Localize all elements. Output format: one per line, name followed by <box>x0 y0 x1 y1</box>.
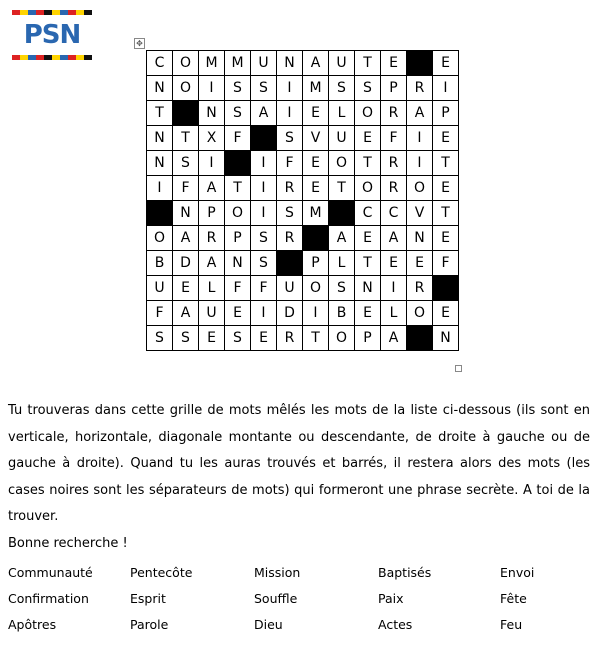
word-list-item: Actes <box>378 617 413 632</box>
grid-cell: F <box>225 126 251 151</box>
grid-cell: N <box>355 276 381 301</box>
word-list-item: Apôtres <box>8 617 57 632</box>
word-list-item: Communauté <box>8 565 93 580</box>
grid-cell: S <box>329 276 355 301</box>
grid-cell: N <box>225 251 251 276</box>
grid-cell: I <box>251 151 277 176</box>
word-list-item: Envoi <box>500 565 535 580</box>
grid-cell: T <box>433 151 459 176</box>
flag-icon <box>52 55 60 60</box>
grid-cell: I <box>277 101 303 126</box>
grid-cell: T <box>147 101 173 126</box>
grid-cell: O <box>303 276 329 301</box>
grid-cell: A <box>173 301 199 326</box>
grid-cell: E <box>303 101 329 126</box>
grid-cell: F <box>251 276 277 301</box>
grid-cell: P <box>199 201 225 226</box>
grid-cell: I <box>199 76 225 101</box>
flag-icon <box>12 10 20 15</box>
flag-icon <box>20 55 28 60</box>
flag-icon <box>28 10 36 15</box>
grid-cell: N <box>407 226 433 251</box>
grid-cell: I <box>147 176 173 201</box>
grid-cell: A <box>251 101 277 126</box>
grid-cell: U <box>147 276 173 301</box>
grid-cell: F <box>225 276 251 301</box>
grid-cell: N <box>147 126 173 151</box>
grid-cell: O <box>407 176 433 201</box>
grid-cell: I <box>407 126 433 151</box>
grid-cell: M <box>303 201 329 226</box>
grid-cell-black <box>407 51 433 76</box>
grid-cell: P <box>381 76 407 101</box>
grid-cell: E <box>303 176 329 201</box>
grid-cell: T <box>225 176 251 201</box>
grid-cell: F <box>381 126 407 151</box>
grid-cell: V <box>303 126 329 151</box>
word-list-item: Fête <box>500 591 527 606</box>
grid-cell: B <box>147 251 173 276</box>
grid-cell: E <box>433 226 459 251</box>
grid-row <box>147 76 459 101</box>
grid-cell: S <box>277 201 303 226</box>
grid-cell: U <box>199 301 225 326</box>
grid-cell: E <box>355 301 381 326</box>
grid-cell: A <box>199 176 225 201</box>
grid-cell: T <box>433 201 459 226</box>
grid-cell: N <box>433 326 459 351</box>
grid-cell: S <box>251 226 277 251</box>
instructions <box>8 398 590 557</box>
grid-cell: D <box>173 251 199 276</box>
grid-cell: I <box>303 301 329 326</box>
flag-icon <box>44 55 52 60</box>
flag-icon <box>68 55 76 60</box>
grid-cell: O <box>407 301 433 326</box>
grid-cell: C <box>355 201 381 226</box>
grid-cell: L <box>381 301 407 326</box>
grid-cell: R <box>199 226 225 251</box>
grid-cell: E <box>407 251 433 276</box>
grid-cell: E <box>355 226 381 251</box>
grid-cell: E <box>433 51 459 76</box>
grid-cell-black <box>329 201 355 226</box>
flag-icon <box>84 10 92 15</box>
flag-icon <box>76 10 84 15</box>
grid-cell: U <box>251 51 277 76</box>
grid-cell: S <box>173 326 199 351</box>
grid-cell: U <box>329 51 355 76</box>
grid-cell: C <box>147 51 173 76</box>
grid-cell: R <box>277 176 303 201</box>
grid-cell: T <box>355 151 381 176</box>
grid-cell: E <box>433 176 459 201</box>
instructions-closing: Bonne recherche ! <box>8 535 128 551</box>
grid-cell: V <box>407 201 433 226</box>
grid-cell: R <box>277 326 303 351</box>
grid-row <box>147 301 459 326</box>
grid-cell-black <box>277 251 303 276</box>
flag-icon <box>12 55 20 60</box>
grid-cell: S <box>355 76 381 101</box>
logo-text: PSN <box>23 20 81 50</box>
grid-cell: I <box>199 151 225 176</box>
grid-row <box>147 276 459 301</box>
grid-cell: O <box>355 101 381 126</box>
flag-strip-top <box>12 10 92 15</box>
grid-cell: R <box>381 151 407 176</box>
flag-icon <box>60 10 68 15</box>
grid-cell: L <box>329 251 355 276</box>
grid-cell: I <box>251 176 277 201</box>
grid-cell: M <box>199 51 225 76</box>
flag-icon <box>36 10 44 15</box>
grid-cell: B <box>329 301 355 326</box>
grid-cell: F <box>277 151 303 176</box>
word-search-grid <box>146 50 459 351</box>
grid-cell: A <box>199 251 225 276</box>
grid-cell: L <box>329 101 355 126</box>
grid-cell: R <box>381 176 407 201</box>
grid-cell: S <box>225 101 251 126</box>
grid-cell: O <box>225 201 251 226</box>
grid-cell: A <box>303 51 329 76</box>
grid-cell: R <box>407 76 433 101</box>
flag-icon <box>76 55 84 60</box>
grid-row <box>147 326 459 351</box>
flag-strip-bottom <box>12 55 92 60</box>
grid-cell: F <box>173 176 199 201</box>
grid-cell: S <box>225 76 251 101</box>
table-move-handle[interactable]: ✥ <box>134 38 145 49</box>
grid-cell: X <box>199 126 225 151</box>
grid-cell: E <box>355 126 381 151</box>
word-list-item: Parole <box>130 617 169 632</box>
grid-cell: P <box>303 251 329 276</box>
grid-row <box>147 126 459 151</box>
grid-cell: E <box>251 326 277 351</box>
grid-cell: S <box>173 151 199 176</box>
grid-cell: F <box>147 301 173 326</box>
grid-cell: A <box>173 226 199 251</box>
flag-icon <box>52 10 60 15</box>
grid-cell: O <box>329 151 355 176</box>
grid-cell: E <box>433 301 459 326</box>
grid-cell: O <box>173 51 199 76</box>
grid-row <box>147 226 459 251</box>
word-list-item: Pentecôte <box>130 565 193 580</box>
grid-cell: A <box>407 101 433 126</box>
grid-cell: I <box>381 276 407 301</box>
grid-row <box>147 151 459 176</box>
grid-cell: N <box>277 51 303 76</box>
grid-cell: I <box>433 76 459 101</box>
grid-cell: L <box>199 276 225 301</box>
grid-cell: P <box>433 101 459 126</box>
grid-cell: E <box>381 51 407 76</box>
grid-cell: S <box>225 326 251 351</box>
grid-row <box>147 251 459 276</box>
grid-cell: T <box>355 251 381 276</box>
word-list-item: Confirmation <box>8 591 89 606</box>
grid-cell: I <box>251 201 277 226</box>
grid-cell: T <box>303 326 329 351</box>
grid-cell: A <box>381 226 407 251</box>
grid-row <box>147 51 459 76</box>
grid-cell-black <box>407 326 433 351</box>
flag-icon <box>84 55 92 60</box>
word-list-item: Feu <box>500 617 523 632</box>
grid-cell: N <box>147 76 173 101</box>
grid-cell-black <box>147 201 173 226</box>
grid-cell: N <box>199 101 225 126</box>
grid-cell: E <box>173 276 199 301</box>
flag-icon <box>36 55 44 60</box>
word-list-item: Esprit <box>130 591 166 606</box>
grid-cell: E <box>433 126 459 151</box>
grid-cell: E <box>381 251 407 276</box>
grid-cell: I <box>277 76 303 101</box>
word-list-item: Mission <box>254 565 301 580</box>
table-resize-handle[interactable] <box>455 365 462 372</box>
grid-cell: M <box>303 76 329 101</box>
grid-row <box>147 101 459 126</box>
grid-cell-black <box>303 226 329 251</box>
instructions-paragraph: Tu trouveras dans cette grille de mots mêlés les mots de la liste ci-dessous (ils sont en verticale, horizontale, diagonale montante ou descendante, de droite à gauche ou de gauche à droite). Quand tu les auras trouvés et barrés, il restera alors des mots (les cases noires sont les séparateurs de mots) qui formeront une phrase secrète. A toi de la trouver. <box>8 403 590 524</box>
grid-cell: A <box>381 326 407 351</box>
flag-icon <box>28 55 36 60</box>
flag-icon <box>20 10 28 15</box>
grid-cell-black <box>225 151 251 176</box>
grid-cell: E <box>199 326 225 351</box>
flag-icon <box>68 10 76 15</box>
grid-cell: I <box>407 151 433 176</box>
grid-cell: R <box>277 226 303 251</box>
grid-cell: O <box>355 176 381 201</box>
grid-cell: I <box>251 301 277 326</box>
grid-cell: E <box>303 151 329 176</box>
grid-cell: T <box>355 51 381 76</box>
word-list-item: Dieu <box>254 617 283 632</box>
word-list-item: Baptisés <box>378 565 432 580</box>
grid-cell: S <box>251 76 277 101</box>
grid-cell: F <box>433 251 459 276</box>
grid-cell: U <box>277 276 303 301</box>
grid-cell: P <box>225 226 251 251</box>
grid-cell-black <box>173 101 199 126</box>
grid-cell: M <box>225 51 251 76</box>
grid-row <box>147 176 459 201</box>
word-list-item: Paix <box>378 591 404 606</box>
grid-cell: R <box>407 276 433 301</box>
grid-cell: O <box>329 326 355 351</box>
grid-cell: S <box>329 76 355 101</box>
grid-cell: O <box>147 226 173 251</box>
grid-cell: T <box>329 176 355 201</box>
grid-cell: R <box>381 101 407 126</box>
grid-cell: E <box>225 301 251 326</box>
grid-cell: S <box>277 126 303 151</box>
grid-cell: C <box>381 201 407 226</box>
grid-cell: O <box>173 76 199 101</box>
grid-cell-black <box>433 276 459 301</box>
grid-cell: T <box>173 126 199 151</box>
grid-cell: S <box>251 251 277 276</box>
grid-cell: U <box>329 126 355 151</box>
grid-cell: P <box>355 326 381 351</box>
grid-cell: N <box>147 151 173 176</box>
flag-icon <box>60 55 68 60</box>
grid-cell: N <box>173 201 199 226</box>
psn-logo <box>12 10 92 62</box>
grid-cell: A <box>329 226 355 251</box>
grid-cell-black <box>251 126 277 151</box>
grid-row <box>147 201 459 226</box>
grid-cell: D <box>277 301 303 326</box>
flag-icon <box>44 10 52 15</box>
grid-cell: S <box>147 326 173 351</box>
word-list-item: Souffle <box>254 591 298 606</box>
